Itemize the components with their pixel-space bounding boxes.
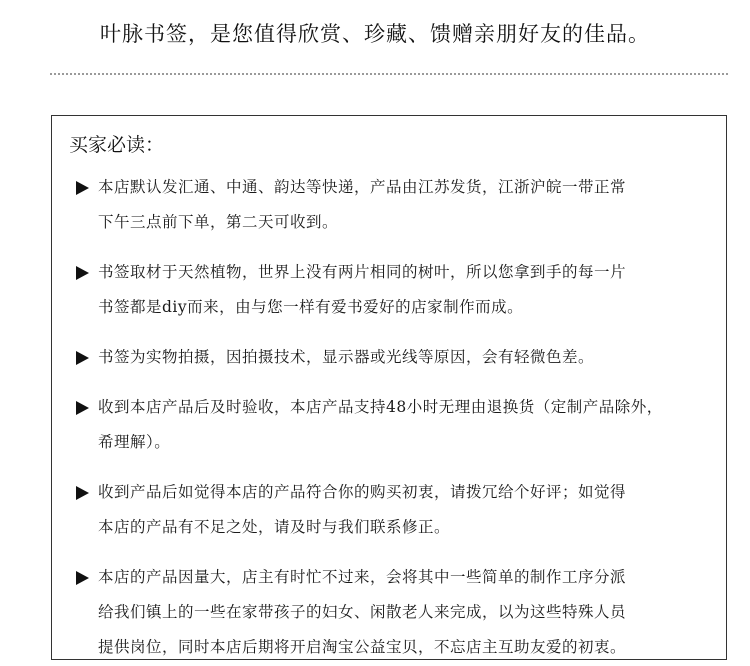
notice-line: 书签为实物拍摄，因拍摄技术，显示器或光线等原因，会有轻微色差。	[98, 348, 595, 366]
notice-title: 买家必读：	[69, 134, 165, 156]
notice-line: 书签取材于天然植物，世界上没有两片相同的树叶，所以您拿到手的每一片	[98, 263, 627, 281]
dotted-divider	[50, 73, 728, 75]
notice-line: 下午三点前下单，第二天可收到。	[98, 213, 339, 231]
headline: 叶脉书签，是您值得欣赏、珍藏、馈赠亲朋好友的佳品。	[100, 22, 650, 46]
triangle-bullet-icon	[76, 181, 89, 195]
notice-line: 收到产品后如觉得本店的产品符合你的购买初衷，请拨冗给个好评；如觉得	[98, 483, 627, 501]
notice-item-shipping	[76, 170, 726, 240]
notice-item-color-difference	[76, 340, 726, 375]
notice-line: 收到本店产品后及时验收，本店产品支持48小时无理由退换货（定制产品除外，	[98, 398, 663, 416]
notice-line: 提供岗位，同时本店后期将开启淘宝公益宝贝，不忘店主互助友爱的初衷。	[98, 638, 627, 656]
notice-line: 书签都是diy而来，由与您一样有爱书爱好的店家制作而成。	[98, 298, 524, 316]
triangle-bullet-icon	[76, 401, 89, 415]
triangle-bullet-icon	[76, 571, 89, 585]
notice-line: 本店的产品有不足之处，请及时与我们联系修正。	[98, 518, 451, 536]
triangle-bullet-icon	[76, 486, 89, 500]
notice-item-community	[76, 560, 726, 665]
notice-line: 本店默认发汇通、中通、韵达等快递，产品由江苏发货，江浙沪皖一带正常	[98, 178, 627, 196]
notice-item-feedback	[76, 475, 726, 545]
notice-list	[76, 170, 726, 665]
notice-box	[51, 115, 727, 660]
notice-line: 本店的产品因量大，店主有时忙不过来，会将其中一些简单的制作工序分派	[98, 568, 627, 586]
triangle-bullet-icon	[76, 266, 89, 280]
notice-line: 希理解）。	[98, 433, 171, 451]
notice-line: 给我们镇上的一些在家带孩子的妇女、闲散老人来完成，以为这些特殊人员	[98, 603, 627, 621]
notice-item-returns	[76, 390, 726, 460]
notice-item-materials	[76, 255, 726, 325]
triangle-bullet-icon	[76, 351, 89, 365]
